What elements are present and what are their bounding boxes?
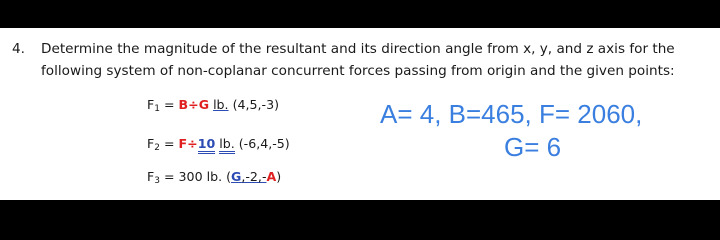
- magnitude-expression: B÷G: [178, 97, 210, 112]
- point-g: G: [231, 169, 242, 184]
- force-f3: [147, 169, 281, 186]
- magnitude-value: 300 lb.: [178, 169, 223, 184]
- unit-label: lb.: [213, 97, 229, 112]
- point-open: (: [226, 169, 232, 184]
- magnitude-expression-a: F÷: [178, 136, 198, 151]
- point-coordinates: [226, 169, 281, 184]
- point-a: A: [266, 169, 277, 184]
- force-label: F: [147, 136, 155, 151]
- answer-line-2: G= 6: [504, 132, 562, 162]
- force-subscript: 3: [154, 176, 160, 186]
- equals-sign: =: [159, 169, 179, 184]
- force-label: F: [147, 97, 155, 112]
- point-mid: ,-2,-: [241, 169, 267, 184]
- document-page: [0, 28, 720, 200]
- magnitude-expression-b: 10: [198, 136, 216, 154]
- force-f2: [147, 136, 290, 153]
- force-label: F: [147, 169, 155, 184]
- force-subscript: 2: [154, 143, 160, 153]
- point-coordinates: (4,5,-3): [232, 97, 279, 112]
- force-f1: [147, 97, 279, 114]
- problem-number: 4.: [12, 41, 25, 57]
- equals-sign: =: [159, 97, 179, 112]
- point-close: ): [276, 169, 282, 184]
- equals-sign: =: [159, 136, 179, 151]
- unit-label: lb.: [219, 136, 235, 154]
- point-coordinates: (-6,4,-5): [238, 136, 290, 151]
- problem-text: Determine the magnitude of the resultant and its direction angle from x, y, and z axis for the following system of non-coplanar concurrent forces passing from origin and the given points:: [41, 41, 675, 79]
- handwritten-answers: [380, 98, 700, 164]
- force-subscript: 1: [154, 104, 160, 114]
- answer-line-1: A= 4, B=465, F= 2060,: [380, 99, 643, 129]
